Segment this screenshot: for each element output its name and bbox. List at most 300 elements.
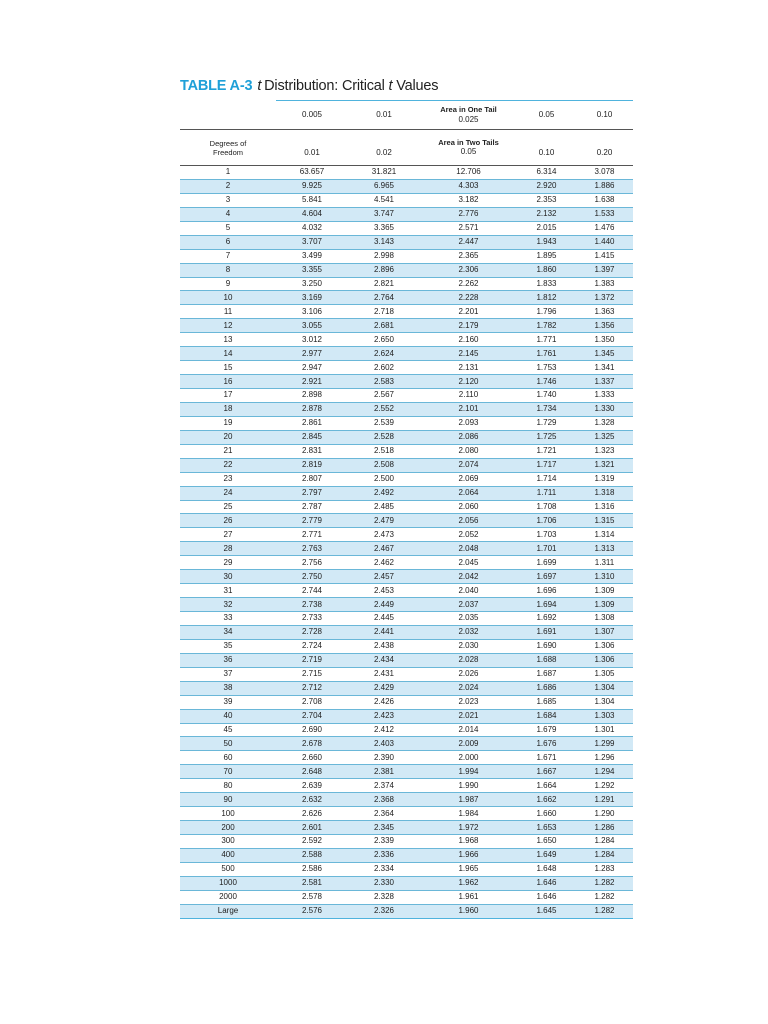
critical-value-cell: 2.457 [348, 570, 420, 584]
table-row [180, 402, 633, 416]
table-row [180, 807, 633, 821]
table-row [180, 333, 633, 347]
area-two-tails-label: Area in Two Tails [438, 137, 499, 147]
critical-value-cell: 2.086 [420, 430, 517, 444]
critical-value-cell: 4.303 [420, 179, 517, 193]
table-row [180, 584, 633, 598]
critical-value-cell: 63.657 [276, 166, 348, 180]
df-cell: 1000 [180, 876, 276, 890]
df-cell: 37 [180, 667, 276, 681]
table-title [180, 78, 633, 100]
critical-value-cell: 2.336 [348, 848, 420, 862]
table-row [180, 904, 633, 918]
df-cell: 3 [180, 193, 276, 207]
critical-value-cell: 5.841 [276, 193, 348, 207]
df-cell: 9 [180, 277, 276, 291]
critical-value-cell: 1.685 [517, 695, 576, 709]
df-cell: 38 [180, 681, 276, 695]
critical-value-cell: 2.381 [348, 765, 420, 779]
critical-value-cell: 2.045 [420, 556, 517, 570]
critical-value-cell: 2.201 [420, 305, 517, 319]
critical-value-cell: 1.667 [517, 765, 576, 779]
critical-value-cell: 1.717 [517, 458, 576, 472]
table-row [180, 542, 633, 556]
table-row [180, 709, 633, 723]
critical-value-cell: 2.390 [348, 751, 420, 765]
df-cell: 70 [180, 765, 276, 779]
df-cell: 2 [180, 179, 276, 193]
critical-value-cell: 2.719 [276, 653, 348, 667]
critical-value-cell: 1.397 [576, 263, 633, 277]
critical-value-cell: 2.576 [276, 904, 348, 918]
df-cell: 17 [180, 389, 276, 403]
critical-value-cell: 2.037 [420, 598, 517, 612]
df-cell: 11 [180, 305, 276, 319]
critical-value-cell: 2.423 [348, 709, 420, 723]
critical-value-cell: 2.228 [420, 291, 517, 305]
critical-value-cell: 1.761 [517, 347, 576, 361]
critical-value-cell: 2.588 [276, 848, 348, 862]
table-row [180, 291, 633, 305]
critical-value-cell: 2.000 [420, 751, 517, 765]
critical-value-cell: 3.182 [420, 193, 517, 207]
critical-value-cell: 2.412 [348, 723, 420, 737]
critical-value-cell: 1.708 [517, 500, 576, 514]
df-cell: 60 [180, 751, 276, 765]
critical-value-cell: 2.368 [348, 793, 420, 807]
critical-value-cell: 2.718 [348, 305, 420, 319]
title-text-2: Values [396, 78, 439, 94]
critical-value-cell: 2.878 [276, 402, 348, 416]
critical-value-cell: 2.056 [420, 514, 517, 528]
df-cell: 22 [180, 458, 276, 472]
table-code: TABLE A-3 [180, 78, 253, 94]
table-row [180, 207, 633, 221]
critical-value-cell: 1.984 [420, 807, 517, 821]
df-cell: 50 [180, 737, 276, 751]
table-row [180, 166, 633, 180]
critical-value-cell: 1.771 [517, 333, 576, 347]
critical-value-cell: 1.960 [420, 904, 517, 918]
critical-value-cell: 1.721 [517, 444, 576, 458]
critical-value-cell: 2.787 [276, 500, 348, 514]
df-cell: 90 [180, 793, 276, 807]
df-cell: 16 [180, 375, 276, 389]
critical-value-cell: 3.078 [576, 166, 633, 180]
table-row [180, 458, 633, 472]
df-cell: 23 [180, 472, 276, 486]
critical-value-cell: 2.060 [420, 500, 517, 514]
critical-value-cell: 2.479 [348, 514, 420, 528]
critical-value-cell: 2.009 [420, 737, 517, 751]
critical-value-cell: 3.747 [348, 207, 420, 221]
df-cell: 500 [180, 862, 276, 876]
critical-value-cell: 1.294 [576, 765, 633, 779]
critical-value-cell: 1.886 [576, 179, 633, 193]
critical-value-cell: 3.169 [276, 291, 348, 305]
critical-value-cell: 2.132 [517, 207, 576, 221]
one-tail-col-2: 0.01 [348, 101, 420, 130]
critical-value-cell: 2.650 [348, 333, 420, 347]
critical-value-cell: 2.438 [348, 639, 420, 653]
critical-value-cell: 1.307 [576, 625, 633, 639]
df-cell: 20 [180, 430, 276, 444]
critical-value-cell: 1.363 [576, 305, 633, 319]
critical-value-cell: 1.660 [517, 807, 576, 821]
dof-line-1: Degrees of [209, 138, 247, 148]
title-t-symbol-2: t [388, 78, 393, 94]
two-tails-col-3: 0.05 [460, 147, 477, 157]
critical-value-cell: 2.328 [348, 890, 420, 904]
critical-value-cell: 1.303 [576, 709, 633, 723]
critical-value-cell: 1.286 [576, 821, 633, 835]
df-cell: 6 [180, 235, 276, 249]
critical-value-cell: 1.653 [517, 821, 576, 835]
critical-value-cell: 3.499 [276, 249, 348, 263]
critical-value-cell: 1.943 [517, 235, 576, 249]
critical-value-cell: 1.703 [517, 528, 576, 542]
critical-value-cell: 1.282 [576, 876, 633, 890]
df-cell: 15 [180, 361, 276, 375]
critical-value-cell: 2.434 [348, 653, 420, 667]
critical-value-cell: 1.318 [576, 486, 633, 500]
critical-value-cell: 1.306 [576, 639, 633, 653]
critical-value-cell: 1.296 [576, 751, 633, 765]
df-cell: 30 [180, 570, 276, 584]
critical-value-cell: 2.592 [276, 835, 348, 849]
dof-line-2: Freedom [212, 147, 243, 157]
critical-value-cell: 2.120 [420, 375, 517, 389]
critical-value-cell: 4.604 [276, 207, 348, 221]
critical-value-cell: 1.664 [517, 779, 576, 793]
table-row [180, 639, 633, 653]
table-row [180, 653, 633, 667]
critical-value-cell: 1.650 [517, 835, 576, 849]
critical-value-cell: 2.447 [420, 235, 517, 249]
critical-value-cell: 2.728 [276, 625, 348, 639]
critical-value-cell: 1.282 [576, 904, 633, 918]
critical-value-cell: 2.845 [276, 430, 348, 444]
critical-value-cell: 1.671 [517, 751, 576, 765]
table-row [180, 765, 633, 779]
critical-value-cell: 2.861 [276, 416, 348, 430]
one-tail-col-3-cell [420, 101, 517, 130]
table-row [180, 235, 633, 249]
df-cell: 21 [180, 444, 276, 458]
critical-value-cell: 2.426 [348, 695, 420, 709]
critical-value-cell: 2.492 [348, 486, 420, 500]
critical-value-cell: 2.445 [348, 612, 420, 626]
critical-value-cell: 1.965 [420, 862, 517, 876]
title-t-symbol: t [257, 78, 262, 94]
critical-value-cell: 1.649 [517, 848, 576, 862]
df-cell: 39 [180, 695, 276, 709]
critical-value-cell: 2.069 [420, 472, 517, 486]
critical-value-cell: 1.415 [576, 249, 633, 263]
df-cell: 36 [180, 653, 276, 667]
critical-value-cell: 2.306 [420, 263, 517, 277]
critical-value-cell: 2.485 [348, 500, 420, 514]
critical-value-cell: 2.326 [348, 904, 420, 918]
critical-value-cell: 2.339 [348, 835, 420, 849]
critical-value-cell: 1.316 [576, 500, 633, 514]
critical-value-cell: 2.453 [348, 584, 420, 598]
critical-value-cell: 2.724 [276, 639, 348, 653]
critical-value-cell: 1.968 [420, 835, 517, 849]
critical-value-cell: 1.309 [576, 598, 633, 612]
df-cell: 40 [180, 709, 276, 723]
critical-value-cell: 9.925 [276, 179, 348, 193]
critical-value-cell: 2.179 [420, 319, 517, 333]
critical-value-cell: 2.539 [348, 416, 420, 430]
critical-value-cell: 2.581 [276, 876, 348, 890]
table-row [180, 612, 633, 626]
table-row [180, 472, 633, 486]
critical-value-cell: 1.328 [576, 416, 633, 430]
one-tail-col-3: 0.025 [458, 114, 479, 124]
critical-value-cell: 2.042 [420, 570, 517, 584]
critical-value-cell: 2.403 [348, 737, 420, 751]
critical-value-cell: 1.646 [517, 876, 576, 890]
df-cell: 18 [180, 402, 276, 416]
critical-value-cell: 1.350 [576, 333, 633, 347]
table-row [180, 681, 633, 695]
table-row [180, 821, 633, 835]
critical-value-cell: 2.518 [348, 444, 420, 458]
critical-value-cell: 1.796 [517, 305, 576, 319]
header-blank [180, 101, 276, 130]
critical-value-cell: 1.662 [517, 793, 576, 807]
critical-t-table [180, 100, 633, 919]
critical-value-cell: 2.015 [517, 221, 576, 235]
critical-value-cell: 2.586 [276, 862, 348, 876]
critical-value-cell: 2.715 [276, 667, 348, 681]
critical-value-cell: 3.143 [348, 235, 420, 249]
table-row [180, 416, 633, 430]
table-row [180, 263, 633, 277]
critical-value-cell: 2.462 [348, 556, 420, 570]
critical-value-cell: 2.014 [420, 723, 517, 737]
critical-value-cell: 2.776 [420, 207, 517, 221]
critical-value-cell: 1.687 [517, 667, 576, 681]
degrees-of-freedom-header [180, 130, 276, 166]
critical-value-cell: 1.311 [576, 556, 633, 570]
critical-value-cell: 2.567 [348, 389, 420, 403]
critical-value-cell: 2.763 [276, 542, 348, 556]
table-row [180, 793, 633, 807]
critical-value-cell: 3.106 [276, 305, 348, 319]
critical-value-cell: 2.330 [348, 876, 420, 890]
critical-value-cell: 2.101 [420, 402, 517, 416]
critical-value-cell: 1.638 [576, 193, 633, 207]
df-cell: 45 [180, 723, 276, 737]
critical-value-cell: 1.304 [576, 695, 633, 709]
df-cell: 7 [180, 249, 276, 263]
critical-value-cell: 1.372 [576, 291, 633, 305]
critical-value-cell: 3.365 [348, 221, 420, 235]
two-tails-col-1: 0.01 [276, 130, 348, 166]
critical-value-cell: 2.602 [348, 361, 420, 375]
df-cell: 19 [180, 416, 276, 430]
critical-value-cell: 31.821 [348, 166, 420, 180]
critical-value-cell: 1.330 [576, 402, 633, 416]
critical-value-cell: 1.321 [576, 458, 633, 472]
critical-value-cell: 2.032 [420, 625, 517, 639]
critical-value-cell: 12.706 [420, 166, 517, 180]
critical-value-cell: 1.646 [517, 890, 576, 904]
critical-value-cell: 2.779 [276, 514, 348, 528]
critical-value-cell: 2.920 [517, 179, 576, 193]
critical-value-cell: 2.467 [348, 542, 420, 556]
critical-value-cell: 2.704 [276, 709, 348, 723]
table-row [180, 305, 633, 319]
critical-value-cell: 2.601 [276, 821, 348, 835]
df-cell: 28 [180, 542, 276, 556]
area-one-tail-label: Area in One Tail [440, 105, 497, 115]
critical-value-cell: 2.074 [420, 458, 517, 472]
critical-value-cell: 2.896 [348, 263, 420, 277]
critical-value-cell: 2.145 [420, 347, 517, 361]
critical-value-cell: 1.782 [517, 319, 576, 333]
table-row [180, 862, 633, 876]
critical-value-cell: 1.966 [420, 848, 517, 862]
critical-value-cell: 1.962 [420, 876, 517, 890]
critical-value-cell: 4.032 [276, 221, 348, 235]
critical-value-cell: 1.734 [517, 402, 576, 416]
critical-value-cell: 1.533 [576, 207, 633, 221]
df-cell: 8 [180, 263, 276, 277]
critical-value-cell: 2.771 [276, 528, 348, 542]
critical-value-cell: 2.024 [420, 681, 517, 695]
critical-value-cell: 1.301 [576, 723, 633, 737]
critical-value-cell: 2.035 [420, 612, 517, 626]
table-row [180, 500, 633, 514]
critical-value-cell: 1.701 [517, 542, 576, 556]
df-cell: 35 [180, 639, 276, 653]
critical-value-cell: 1.345 [576, 347, 633, 361]
df-cell: 400 [180, 848, 276, 862]
critical-value-cell: 1.990 [420, 779, 517, 793]
critical-value-cell: 1.833 [517, 277, 576, 291]
critical-value-cell: 2.632 [276, 793, 348, 807]
critical-value-cell: 2.648 [276, 765, 348, 779]
critical-value-cell: 1.284 [576, 835, 633, 849]
two-tails-col-5: 0.20 [576, 130, 633, 166]
df-cell: 100 [180, 807, 276, 821]
critical-value-cell: 1.860 [517, 263, 576, 277]
critical-value-cell: 1.282 [576, 890, 633, 904]
table-row [180, 514, 633, 528]
critical-value-cell: 1.684 [517, 709, 576, 723]
critical-value-cell: 2.552 [348, 402, 420, 416]
critical-value-cell: 1.284 [576, 848, 633, 862]
critical-value-cell: 2.028 [420, 653, 517, 667]
critical-value-cell: 1.746 [517, 375, 576, 389]
table-row [180, 347, 633, 361]
critical-value-cell: 2.110 [420, 389, 517, 403]
table-row [180, 486, 633, 500]
critical-value-cell: 3.250 [276, 277, 348, 291]
critical-value-cell: 2.064 [420, 486, 517, 500]
critical-value-cell: 2.052 [420, 528, 517, 542]
critical-value-cell: 2.364 [348, 807, 420, 821]
critical-value-cell: 1.325 [576, 430, 633, 444]
two-tails-col-3-cell [420, 130, 517, 166]
one-tail-col-5: 0.10 [576, 101, 633, 130]
critical-value-cell: 2.764 [348, 291, 420, 305]
critical-value-cell: 2.678 [276, 737, 348, 751]
critical-value-cell: 2.030 [420, 639, 517, 653]
df-cell: 80 [180, 779, 276, 793]
critical-value-cell: 1.315 [576, 514, 633, 528]
critical-value-cell: 2.807 [276, 472, 348, 486]
critical-value-cell: 2.431 [348, 667, 420, 681]
critical-value-cell: 1.333 [576, 389, 633, 403]
critical-value-cell: 3.055 [276, 319, 348, 333]
critical-value-cell: 1.356 [576, 319, 633, 333]
critical-value-cell: 2.021 [420, 709, 517, 723]
critical-value-cell: 1.961 [420, 890, 517, 904]
critical-value-cell: 2.626 [276, 807, 348, 821]
table-row [180, 890, 633, 904]
one-tail-col-1: 0.005 [276, 101, 348, 130]
table-row [180, 667, 633, 681]
df-cell: 300 [180, 835, 276, 849]
critical-value-cell: 2.583 [348, 375, 420, 389]
critical-value-cell: 2.026 [420, 667, 517, 681]
critical-value-cell: 2.738 [276, 598, 348, 612]
critical-value-cell: 2.262 [420, 277, 517, 291]
critical-value-cell: 1.306 [576, 653, 633, 667]
df-cell: 29 [180, 556, 276, 570]
critical-value-cell: 2.998 [348, 249, 420, 263]
table-row [180, 389, 633, 403]
critical-value-cell: 2.947 [276, 361, 348, 375]
critical-value-cell: 1.291 [576, 793, 633, 807]
critical-value-cell: 2.831 [276, 444, 348, 458]
critical-value-cell: 2.681 [348, 319, 420, 333]
critical-value-cell: 1.309 [576, 584, 633, 598]
critical-value-cell: 2.571 [420, 221, 517, 235]
critical-value-cell: 1.299 [576, 737, 633, 751]
critical-value-cell: 2.160 [420, 333, 517, 347]
critical-value-cell: 1.688 [517, 653, 576, 667]
critical-value-cell: 2.898 [276, 389, 348, 403]
df-cell: 12 [180, 319, 276, 333]
critical-value-cell: 1.341 [576, 361, 633, 375]
critical-value-cell: 1.648 [517, 862, 576, 876]
critical-value-cell: 1.692 [517, 612, 576, 626]
critical-value-cell: 1.290 [576, 807, 633, 821]
critical-value-cell: 2.345 [348, 821, 420, 835]
critical-value-cell: 2.334 [348, 862, 420, 876]
critical-value-cell: 1.686 [517, 681, 576, 695]
critical-value-cell: 2.473 [348, 528, 420, 542]
critical-value-cell: 1.696 [517, 584, 576, 598]
table-row [180, 444, 633, 458]
critical-value-cell: 1.691 [517, 625, 576, 639]
critical-value-cell: 1.895 [517, 249, 576, 263]
one-tail-header-row [180, 101, 633, 130]
critical-value-cell: 2.821 [348, 277, 420, 291]
table-row [180, 751, 633, 765]
two-tails-header-row [180, 130, 633, 166]
table-row [180, 598, 633, 612]
df-cell: 32 [180, 598, 276, 612]
table-row [180, 625, 633, 639]
critical-value-cell: 2.756 [276, 556, 348, 570]
one-tail-col-4: 0.05 [517, 101, 576, 130]
